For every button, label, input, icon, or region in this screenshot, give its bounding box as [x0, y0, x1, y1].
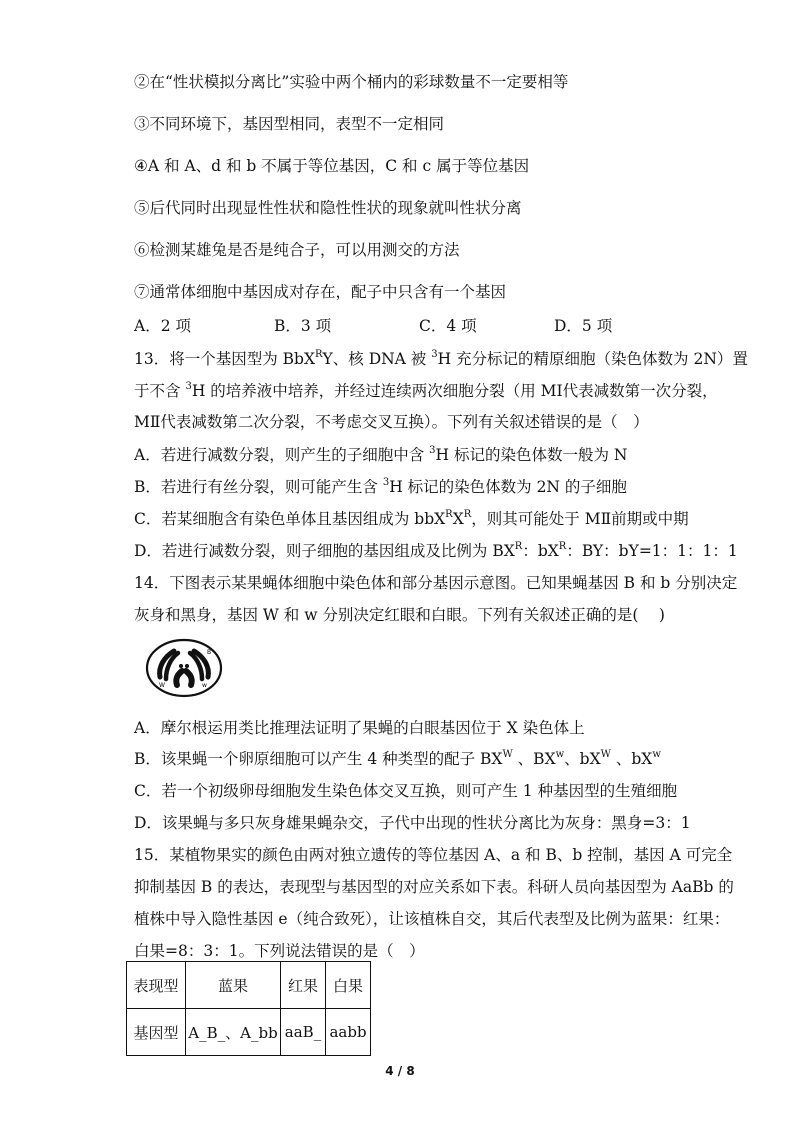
- q13-option-b: B．若进行有丝分裂，则可能产生含 $^3$H 标记的染色体数为 2N 的子细胞: [134, 476, 627, 496]
- q12-statement-7: ⑦通常体细胞中基因成对存在，配子中只含有一个基因: [134, 283, 507, 301]
- q12-option-d: D．5 项: [554, 317, 613, 335]
- chromosome-sex-left: [176, 671, 182, 685]
- q13-option-c: C．若某细胞含有染色单体且基因组成为 $bbX^RX^R$，则其可能处于 MⅡ前期或中期: [134, 508, 689, 528]
- q12-option-a: A．2 项: [134, 317, 191, 335]
- chromosome-sex-right: [186, 671, 192, 685]
- q12-option-c: C．4 项: [419, 317, 477, 335]
- q13-stem-line-1: 13．将一个基因型为 BbX$^R$Y、核 DNA 被 $^3$H 充分标记的精原细胞（染色体数为 2N）置: [134, 348, 748, 368]
- q13-option-a: A．若进行减数分裂，则产生的子细胞中含 $^3$H 标记的染色体数一般为 N: [134, 444, 628, 464]
- page-number: 4 / 8: [385, 1064, 415, 1078]
- q12-statement-2: ②在“性状模拟分离比”实验中两个桶内的彩球数量不一定要相等: [134, 73, 569, 91]
- table-cell: 蓝果: [186, 962, 281, 1009]
- q14-option-b: B．该果蝇一个卵原细胞可以产生 4 种类型的配子 $BX^W$ 、$BX^w$、$bX^W$ 、$bX^w$: [134, 748, 661, 768]
- q15-stem-line-1: 15．某植物果实的颜色由两对独立遗传的等位基因 A、a 和 B、b 控制，基因 A 可完全: [134, 846, 733, 864]
- table-cell: A_B_、A_bb: [186, 1009, 281, 1056]
- table-row: [127, 1009, 371, 1056]
- q12-statement-6: ⑥检测某雄兔是否是纯合子，可以用测交的方法: [134, 241, 460, 259]
- q12-options: [134, 316, 694, 336]
- table-cell: 基因型: [127, 1009, 186, 1056]
- q12-statement-3: ③不同环境下，基因型相同，表型不一定相同: [134, 115, 445, 133]
- chromosome-diagram: [144, 637, 224, 699]
- phenotype-genotype-table: [126, 961, 371, 1056]
- q14-option-c: C．若一个初级卵母细胞发生染色体交叉互换，则可产生 1 种基因型的生殖细胞: [134, 782, 678, 800]
- q13-stem-line-3: MⅡ代表减数第二次分裂，不考虑交叉互换）。下列有关叙述错误的是（ ）: [134, 413, 649, 431]
- q15-stem-line-4: 白果=8：3：1。下列说法错误的是（ ）: [134, 942, 425, 960]
- chromosome-dot-right: [185, 664, 189, 668]
- table-cell: 白果: [326, 962, 371, 1009]
- q12-option-b: B．3 项: [274, 317, 332, 335]
- table-cell: 红果: [281, 962, 326, 1009]
- q14-stem-line-1: 14．下图表示某果蝇体细胞中染色体和部分基因示意图。已知果蝇基因 B 和 b 分别决定: [134, 574, 738, 592]
- table-cell: aabb: [326, 1009, 371, 1056]
- gene-label-B: B: [207, 649, 212, 656]
- q12-statement-4: ④A 和 A、d 和 b 不属于等位基因，C 和 c 属于等位基因: [134, 157, 530, 175]
- table-header-row: [127, 962, 371, 1009]
- chromosome-dot-left: [179, 664, 183, 668]
- gene-label-w: w: [202, 682, 207, 689]
- gene-label-W: W: [159, 682, 165, 689]
- q14-stem-line-2: 灰身和黑身，基因 W 和 w 分别决定红眼和白眼。下列有关叙述正确的是( ): [134, 606, 665, 624]
- q14-option-a: A．摩尔根运用类比推理法证明了果蝇的白眼基因位于 X 染色体上: [134, 719, 585, 737]
- table-cell: 表现型: [127, 962, 186, 1009]
- q14-option-d: D．该果蝇与多只灰身雄果蝇杂交，子代中出现的性状分离比为灰身：黑身=3：1: [134, 814, 691, 832]
- q13-option-d: D．若进行减数分裂，则子细胞的基因组成及比例为 $BX^R$：$bX^R$：BY：bY=1：1：1：1: [134, 540, 738, 560]
- gene-label-b: b: [205, 661, 209, 668]
- q13-stem-line-2: 于不含 $^3$H 的培养液中培养，并经过连续两次细胞分裂（用 MⅠ代表减数第一次分裂，: [134, 380, 718, 400]
- q15-stem-line-2: 抑制基因 B 的表达，表现型与基因型的对应关系如下表。科研人员向基因型为 AaBb 的: [134, 878, 734, 896]
- q12-statement-5: ⑤后代同时出现显性性状和隐性性状的现象就叫性状分离: [134, 199, 522, 217]
- table-cell: aaB_: [281, 1009, 326, 1056]
- q15-stem-line-3: 植株中导入隐性基因 e（纯合致死），让该植株自交，其后代表型及比例为蓝果：红果：: [134, 910, 730, 928]
